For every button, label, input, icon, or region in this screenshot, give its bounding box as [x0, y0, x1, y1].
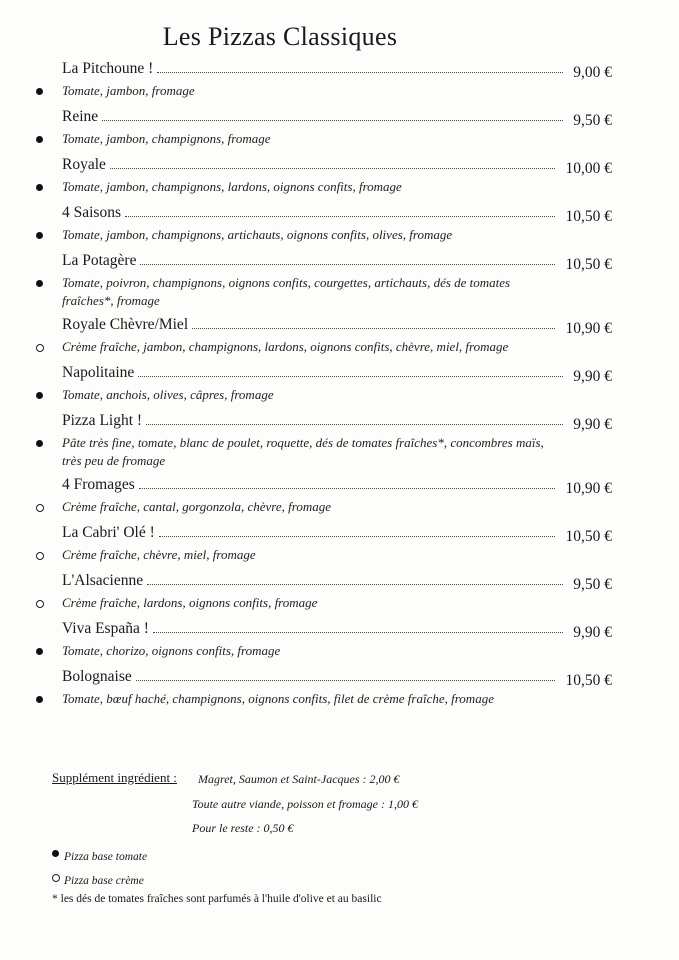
menu-item [0, 474, 679, 516]
menu-item-header [62, 314, 612, 338]
pizza-price: 9,50 € [573, 576, 612, 593]
dotted-leader [146, 424, 563, 425]
filled-bullet-icon [36, 184, 43, 191]
pizza-price: 9,90 € [573, 416, 612, 433]
menu-item-description [36, 546, 556, 564]
filled-bullet-icon [52, 850, 59, 857]
pizza-price: 9,90 € [573, 624, 612, 641]
menu-item-description [36, 690, 556, 708]
pizza-price: 9,50 € [573, 112, 612, 129]
dotted-leader [110, 168, 555, 169]
footnote: * les dés de tomates fraîches sont parfumés à l'huile d'olive et au basilic [52, 893, 382, 905]
pizza-name: L'Alsacienne [62, 572, 144, 589]
menu-item [0, 106, 679, 148]
dotted-leader [136, 680, 555, 681]
legend-label: Pizza base tomate [64, 851, 148, 863]
menu-item-header [62, 58, 612, 82]
pizza-name: La Pitchoune ! [62, 60, 154, 77]
legend-label: Pizza base crème [64, 875, 144, 887]
menu-item-header [62, 666, 612, 690]
menu-item-description [36, 274, 556, 310]
pizza-price: 9,00 € [573, 64, 612, 81]
filled-bullet-icon [36, 136, 43, 143]
ingredients-text: Tomate, bœuf haché, champignons, oignons confits, filet de crème fraîche, fromage [62, 691, 494, 706]
filled-bullet-icon [36, 280, 43, 287]
menu-item-header [62, 522, 612, 546]
pizza-name: Bolognaise [62, 668, 132, 685]
ingredients-text: Tomate, chorizo, oignons confits, fromage [62, 643, 281, 658]
pizza-price: 10,90 € [565, 480, 612, 497]
dotted-leader [192, 328, 555, 329]
pizza-price: 10,50 € [565, 672, 612, 689]
ingredients-text: Tomate, anchois, olives, câpres, fromage [62, 387, 274, 402]
supplement-line: Toute autre viande, poisson et fromage : 1,00 € [192, 797, 418, 811]
menu-item [0, 58, 679, 100]
dotted-leader [102, 120, 563, 121]
menu-item [0, 618, 679, 660]
supplement-line: Magret, Saumon et Saint-Jacques : 2,00 € [198, 772, 400, 786]
menu-item-description [36, 386, 556, 404]
pizza-price: 10,90 € [565, 320, 612, 337]
dotted-leader [159, 536, 555, 537]
dotted-leader [157, 72, 563, 73]
pizza-name: Reine [62, 108, 99, 125]
pizza-name: La Potagère [62, 252, 137, 269]
pizza-name: Royale [62, 156, 106, 173]
pizza-name: Viva España ! [62, 620, 149, 637]
menu-item-header [62, 618, 612, 642]
menu-item-header [62, 474, 612, 498]
filled-bullet-icon [36, 696, 43, 703]
menu-item-header [62, 154, 612, 178]
menu-item-description [36, 498, 556, 516]
menu-item [0, 250, 679, 310]
hollow-bullet-icon [36, 344, 44, 352]
menu-item-description [36, 130, 556, 148]
menu-item-header [62, 106, 612, 130]
ingredients-text: Crème fraîche, cantal, gorgonzola, chèvre, fromage [62, 499, 331, 514]
menu-list [0, 58, 679, 714]
menu-item [0, 154, 679, 196]
legend-item-tomate [52, 845, 147, 869]
menu-item [0, 362, 679, 404]
menu-item [0, 666, 679, 708]
filled-bullet-icon [36, 648, 43, 655]
supplement-label: Supplément ingrédient : [52, 770, 177, 785]
legend-item-creme [52, 869, 147, 893]
menu-item-description [36, 594, 556, 612]
menu-item [0, 522, 679, 564]
menu-item-header [62, 410, 612, 434]
menu-item-description [36, 226, 556, 244]
dotted-leader [147, 584, 563, 585]
pizza-name: 4 Fromages [62, 476, 135, 493]
filled-bullet-icon [36, 440, 43, 447]
pizza-price: 10,50 € [565, 256, 612, 273]
ingredients-text: Tomate, jambon, champignons, lardons, oignons confits, fromage [62, 179, 402, 194]
menu-item-header [62, 570, 612, 594]
ingredients-text: Crème fraîche, chèvre, miel, fromage [62, 547, 256, 562]
pizza-price: 9,90 € [573, 368, 612, 385]
menu-item-header [62, 362, 612, 386]
menu-item [0, 410, 679, 470]
pizza-name: Napolitaine [62, 364, 135, 381]
dotted-leader [153, 632, 563, 633]
dotted-leader [139, 488, 555, 489]
hollow-bullet-icon [36, 552, 44, 560]
menu-item [0, 314, 679, 356]
menu-item-header [62, 250, 612, 274]
filled-bullet-icon [36, 392, 43, 399]
page-title: Les Pizzas Classiques [162, 22, 398, 51]
pizza-name: 4 Saisons [62, 204, 121, 221]
filled-bullet-icon [36, 88, 43, 95]
ingredients-text: Tomate, jambon, champignons, artichauts, oignons confits, olives, fromage [62, 227, 453, 242]
hollow-bullet-icon [36, 600, 44, 608]
dotted-leader [125, 216, 555, 217]
hollow-bullet-icon [36, 504, 44, 512]
menu-item [0, 202, 679, 244]
dotted-leader [138, 376, 563, 377]
ingredients-text: Crème fraîche, jambon, champignons, lardons, oignons confits, chèvre, miel, fromage [62, 339, 509, 354]
menu-item-header [62, 202, 612, 226]
pizza-price: 10,50 € [565, 528, 612, 545]
menu-item-description [36, 434, 556, 470]
ingredients-text: Tomate, jambon, fromage [62, 83, 195, 98]
pizza-price: 10,50 € [565, 208, 612, 225]
pizza-name: Royale Chèvre/Miel [62, 316, 189, 333]
legend [52, 845, 147, 893]
pizza-price: 10,00 € [565, 160, 612, 177]
hollow-bullet-icon [52, 874, 60, 882]
menu-item-description [36, 82, 556, 100]
menu-item [0, 570, 679, 612]
pizza-name: Pizza Light ! [62, 412, 143, 429]
menu-item-description [36, 178, 556, 196]
filled-bullet-icon [36, 232, 43, 239]
supplement-line: Pour le reste : 0,50 € [192, 821, 294, 835]
ingredients-text: Pâte très fine, tomate, blanc de poulet, roquette, dés de tomates fraîches*, concombres maïs, très peu de fromage [62, 435, 544, 468]
ingredients-text: Tomate, jambon, champignons, fromage [62, 131, 271, 146]
dotted-leader [140, 264, 555, 265]
ingredients-text: Tomate, poivron, champignons, oignons confits, courgettes, artichauts, dés de tomates fraîches*, fromage [62, 275, 511, 308]
pizza-name: La Cabri' Olé ! [62, 524, 155, 541]
menu-item-description [36, 642, 556, 660]
menu-item-description [36, 338, 556, 356]
ingredients-text: Crème fraîche, lardons, oignons confits, fromage [62, 595, 318, 610]
